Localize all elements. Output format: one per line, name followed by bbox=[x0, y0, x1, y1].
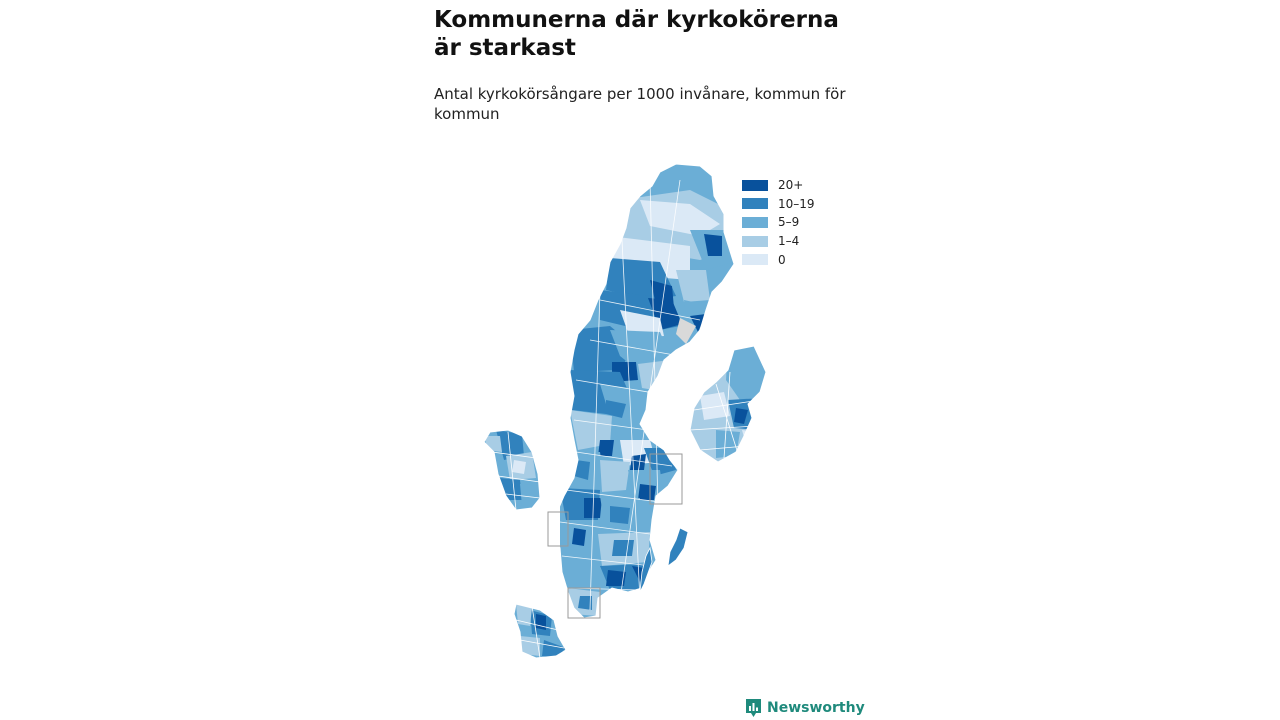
legend-item-20-plus bbox=[742, 176, 815, 195]
stockholm-inset bbox=[686, 342, 770, 466]
legend-swatch bbox=[742, 217, 768, 228]
legend-swatch bbox=[742, 236, 768, 247]
legend-swatch bbox=[742, 198, 768, 209]
bar-chart-bubble-icon bbox=[745, 698, 762, 718]
malmo-inset bbox=[512, 602, 570, 660]
legend-label: 1–4 bbox=[778, 234, 800, 249]
legend bbox=[742, 176, 815, 269]
legend-label: 20+ bbox=[778, 178, 804, 193]
brand-name: Newsworthy bbox=[767, 700, 865, 716]
legend-item-10-19 bbox=[742, 195, 815, 214]
map-title: Kommunerna där kyrkokörerna är starkast bbox=[434, 7, 839, 61]
map-subtitle: Antal kyrkokörsångare per 1000 invånare, kommun för kommun bbox=[434, 85, 846, 123]
goteborg-inset bbox=[482, 428, 542, 512]
legend-swatch bbox=[742, 254, 768, 265]
legend-label: 5–9 bbox=[778, 215, 800, 230]
legend-item-5-9 bbox=[742, 213, 815, 232]
gotland bbox=[668, 528, 688, 566]
legend-label: 10–19 bbox=[778, 196, 815, 211]
legend-item-1-4 bbox=[742, 232, 815, 251]
legend-item-0 bbox=[742, 250, 815, 269]
legend-swatch bbox=[742, 180, 768, 191]
newsworthy-logo[interactable] bbox=[745, 698, 865, 718]
legend-label: 0 bbox=[778, 252, 786, 267]
